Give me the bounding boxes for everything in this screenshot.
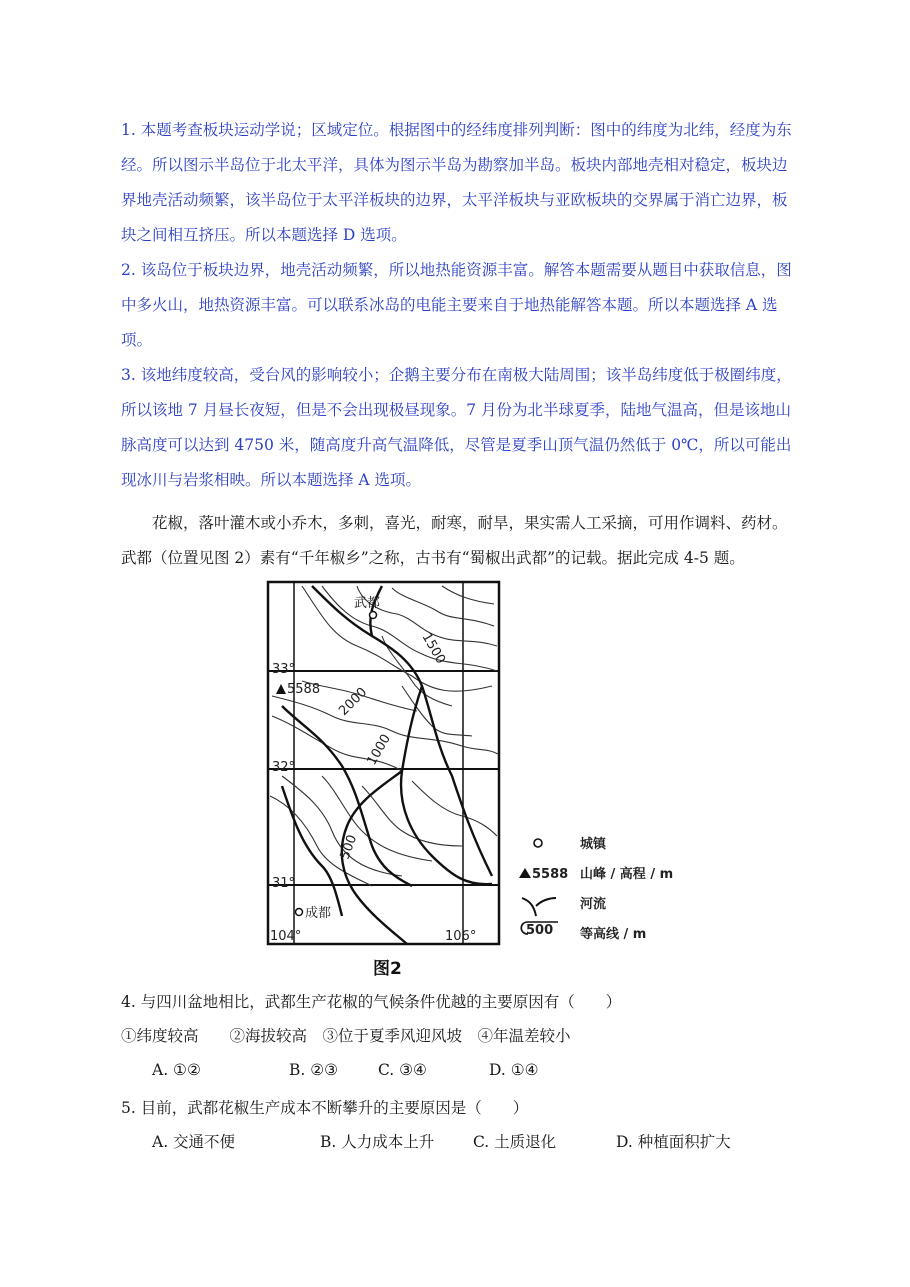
city-chengdu-marker xyxy=(296,909,303,916)
topographic-map xyxy=(262,576,692,948)
city-wudu-label: 武都 xyxy=(354,596,381,611)
q4-option-b: B. ②③ xyxy=(289,1061,339,1079)
q4-option-c: C. ③④ xyxy=(378,1061,427,1079)
legend-peak-label: 山峰 / 高程 / m xyxy=(580,867,674,882)
peak-5588-label: 5588 xyxy=(287,682,321,697)
legend-town-label: 城镇 xyxy=(580,837,607,852)
q4-conditions: ①纬度较高 ②海拔较高 ③位于夏季风迎风坡 ④年温差较小 xyxy=(121,1027,571,1045)
q5-option-d: D. 种植面积扩大 xyxy=(616,1133,731,1151)
q4-option-d: D. ①④ xyxy=(489,1061,539,1079)
lat-32-label: 32° xyxy=(272,760,296,775)
legend-river-label: 河流 xyxy=(580,897,607,912)
contour-1500-label: 1500 xyxy=(418,630,449,667)
city-wudu-marker xyxy=(370,612,377,619)
q5-option-a: A. 交通不便 xyxy=(152,1133,236,1151)
legend-town-icon xyxy=(534,839,542,847)
lat-33-label: 33° xyxy=(272,662,296,677)
answer-explanations xyxy=(121,113,801,498)
answer-3: 3. 该地纬度较高，受台风的影响较小；企鹅主要分布在南极大陆周围；该半岛纬度低于极圈纬度，所以该地 7 月昼长夜短，但是不会出现极昼现象。7 月份为北半球夏季，陆地气温高，但是该地山脉高度可以达到 4750 米，随高度升高气温降低，尽管是夏季山顶气温仍然低于 0℃，所以可能出现冰川与岩浆相映。所以本题选择 A 选项。 xyxy=(121,366,792,489)
legend-contour-value: 500 xyxy=(526,923,554,938)
q5-stem: 5. 目前，武都花椒生产成本不断攀升的主要原因是（ ） xyxy=(121,1099,529,1117)
legend-peak-icon xyxy=(519,868,531,878)
intro-line-1: 花椒，落叶灌木或小乔木，多刺，喜光，耐寒，耐旱，果实需人工采摘，可用作调料、药材。 xyxy=(152,514,788,532)
lat-31-label: 31° xyxy=(272,876,296,891)
contour-1000-label: 1000 xyxy=(364,731,395,768)
intro-line-2: 武都（位置见图 2）素有“千年椒乡”之称，古书有“蜀椒出武都”的记载。据此完成 4-5 题。 xyxy=(121,549,745,567)
city-chengdu-label: 成都 xyxy=(305,906,332,921)
q5-option-c: C. 土质退化 xyxy=(473,1133,557,1151)
q4-stem: 4. 与四川盆地相比，武都生产花椒的气候条件优越的主要原因有（ ） xyxy=(121,993,622,1011)
answer-1: 1. 本题考查板块运动学说；区域定位。根据图中的经纬度排列判断：图中的纬度为北纬，经度为东经。所以图示半岛位于北太平洋，具体为图示半岛为勘察加半岛。板块内部地壳相对稳定，板块边界地壳活动频繁，该半岛位于太平洋板块的边界，太平洋板块与亚欧板块的交界属于消亡边界，板块之间相互挤压。所以本题选择 D 选项。 xyxy=(121,121,792,244)
lon-106-label: 106° xyxy=(445,929,477,944)
q4-option-a: A. ①② xyxy=(152,1061,201,1079)
lon-104-label: 104° xyxy=(270,929,302,944)
map-legend xyxy=(519,836,673,942)
legend-river-icon xyxy=(522,898,556,916)
answer-2: 2. 该岛位于板块边界，地壳活动频繁，所以地热能资源丰富。解答本题需要从题目中获取信息，图中多火山，地热资源丰富。可以联系冰岛的电能主要来自于地热能解答本题。所以本题选择 A 选项。 xyxy=(121,261,792,349)
legend-contour-label: 等高线 / m xyxy=(580,927,647,942)
q5-option-b: B. 人力成本上升 xyxy=(320,1133,435,1151)
legend-peak-value: 5588 xyxy=(532,867,569,882)
contour-500-label: 500 xyxy=(337,832,361,862)
figure-label: 图2 xyxy=(373,959,402,979)
contour-2000-label: 2000 xyxy=(336,684,371,719)
